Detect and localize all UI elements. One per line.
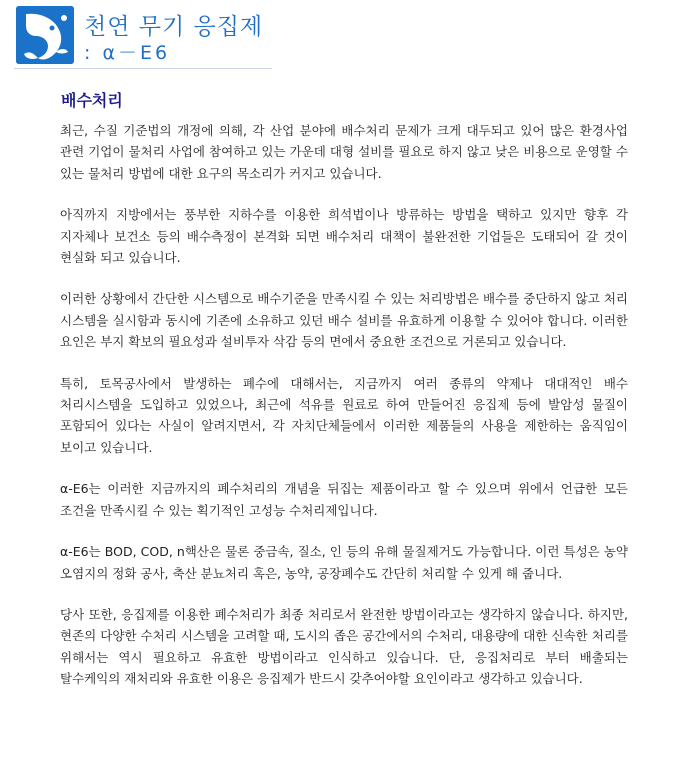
page-header xyxy=(14,4,274,68)
paragraph-3: 이러한 상황에서 간단한 시스템으로 배수기준을 만족시킬 수 있는 처리방법은 배수를 중단하지 않고 처리 시스템을 실시함과 동시에 기존에 소유하고 있던 배수 설비를 유효하게 이용할 수 있어야 합니다. 이러한 요인은 부지 확보의 필요성과 설비투자 삭감 등의 면에서 중요한 조건으로 거론되고 있습니다. xyxy=(60,291,628,350)
page-title: 천연 무기 응집제 xyxy=(84,14,264,40)
paragraph-5: α-E6는 이러한 지금까지의 폐수처리의 개념을 뒤집는 제품이라고 할 수 있으며 위에서 언급한 모든 조건을 만족시킬 수 있는 획기적인 고성능 수처리제입니다. xyxy=(60,481,628,518)
paragraph-1: 최근, 수질 기준법의 개정에 의해, 각 산업 분야에 배수처리 문제가 크게 대두되고 있어 많은 환경사업 관련 기업이 물처리 사업에 참여하고 있는 가운데 대형 설비를 필요로 하지 않고 낮은 비용으로 운영할 수 있는 물처리 방법에 대한 요구의 목소리가 커지고 있습니다. xyxy=(60,123,628,181)
section-title: 배수처리 xyxy=(61,91,123,110)
paragraph-4: 특히, 토목공사에서 발생하는 폐수에 대해서는, 지금까지 여러 종류의 약제나 대대적인 배수 처리시스템을 도입하고 있었으나, 최근에 석유를 원료로 하여 만들어진 응집제 등에 발암성 물질이 포함되어 있다는 사실이 알려지면서, 각 자치단체들에서 이러한 제품들의 사용을 제한하는 움직임이 보이고 있습니다. xyxy=(60,375,628,455)
paragraph-7: 당사 또한, 응집제를 이용한 폐수처리가 최종 처리로서 완전한 방법이라고는 생각하지 않습니다. 하지만, 현존의 다양한 수처리 시스템을 고려할 때, 도시의 좁은 공간에서의 수처리, 대용량에 대한 신속한 처리를 위해서는 역시 필요하고 유효한 방법이라고 인식하고 있습니다. 단, 응집처리로 부터 배출되는 탈수케익의 재처리와 유효한 이용은 응집제가 반드시 갖추어야할 요인이라고 생각하고 있습니다. xyxy=(60,606,628,687)
fish-logo-icon xyxy=(16,6,74,64)
header-divider xyxy=(14,68,272,69)
article-body xyxy=(60,120,628,710)
page-subtitle: : α－E6 xyxy=(84,42,171,64)
paragraph-2: 아직까지 지방에서는 풍부한 지하수를 이용한 희석법이나 방류하는 방법을 택하고 있지만 향후 각 지자체나 보건소 등의 배수측정이 본격화 되면 배수처리 대책이 불완전한 기업들은 도태되어 갈 것이 현실화 되고 있습니다. xyxy=(60,207,628,266)
paragraph-6: α-E6는 BOD, COD, n핵산은 물론 중금속, 질소, 인 등의 유해 물질제거도 가능합니다. 이런 특성은 농약 오염지의 정화 공사, 축산 분뇨처리 혹은, 농약, 공장폐수도 간단히 처리할 수 있게 해 줍니다. xyxy=(60,544,628,581)
